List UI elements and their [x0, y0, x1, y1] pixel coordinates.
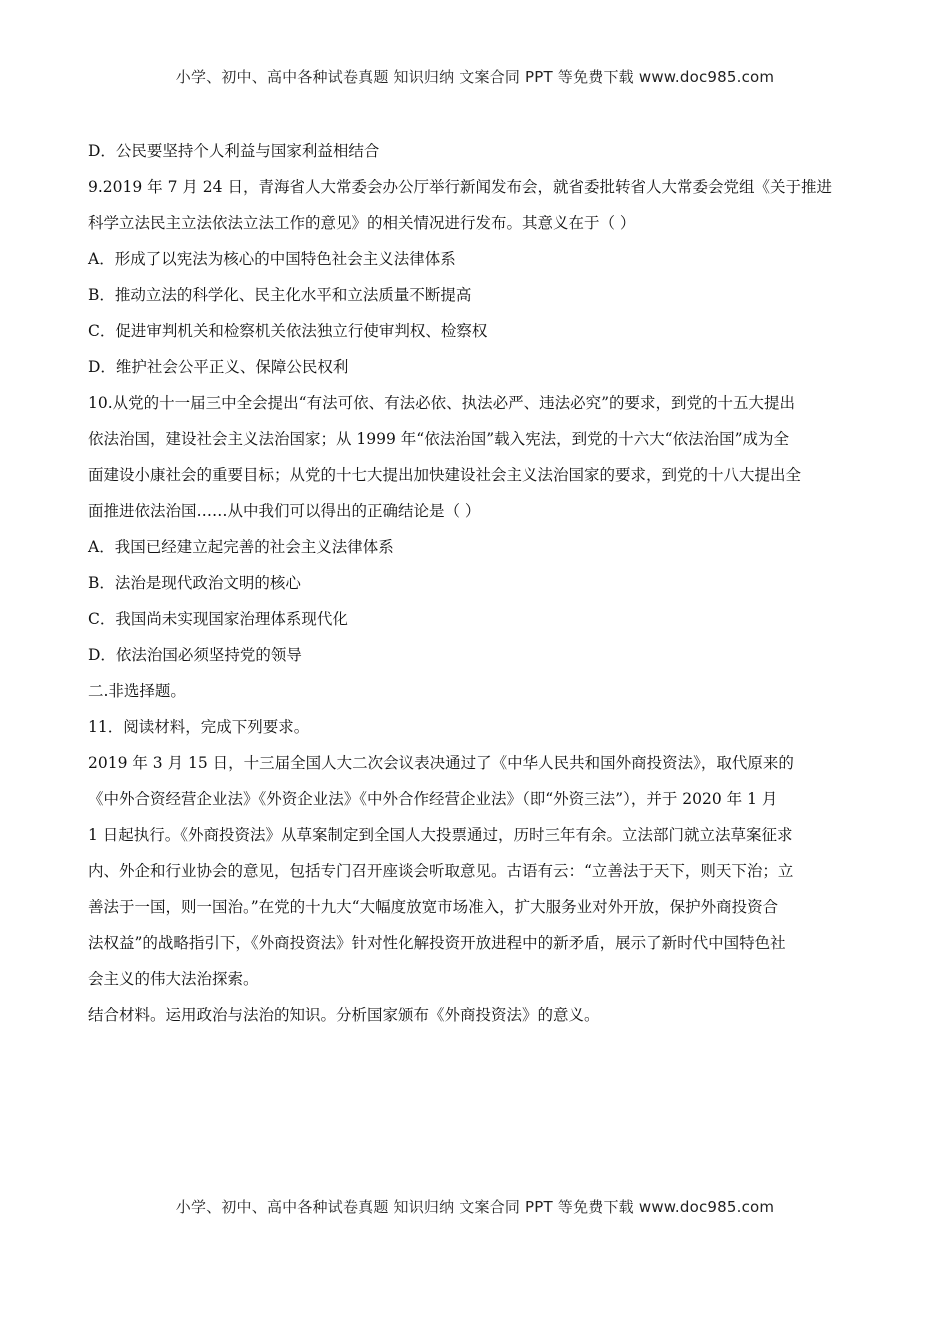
q10-stem-line-4: 面推进依法治国……从中我们可以得出的正确结论是（ ） — [88, 502, 481, 520]
q9-option-a: A．形成了以宪法为核心的中国特色社会主义法律体系 — [88, 250, 456, 268]
q11-material-line: 《中外合资经营企业法》《外资企业法》《中外合作经营企业法》（即“外资三法”），并于 2020 年 1 月 — [88, 790, 778, 808]
question-11 — [88, 709, 866, 1033]
q11-material-line: 2019 年 3 月 15 日，十三届全国人大二次会议表决通过了《中华人民共和国外商投资法》，取代原来的 — [88, 754, 794, 772]
q11-question: 结合材料。运用政治与法治的知识。分析国家颁布《外商投资法》的意义。 — [88, 1006, 600, 1024]
page-header: 小学、初中、高中各种试卷真题 知识归纳 文案合同 PPT 等免费下载 www.doc985.com — [175, 68, 775, 86]
question-10 — [88, 385, 866, 673]
q9-option-d: D．维护社会公平正义、保障公民权利 — [88, 358, 349, 376]
q11-title: 11．阅读材料，完成下列要求。 — [88, 718, 310, 736]
section-2-title: 二.非选择题。 — [88, 682, 186, 700]
document-body — [88, 133, 866, 1033]
question-9 — [88, 169, 866, 385]
q11-material-line: 会主义的伟大法治探索。 — [88, 970, 259, 988]
q10-stem-line-3: 面建设小康社会的重要目标；从党的十七大提出加快建设社会主义法治国家的要求，到党的十八大提出全 — [88, 466, 802, 484]
q10-option-c: C．我国尚未实现国家治理体系现代化 — [88, 610, 348, 628]
q10-stem-line-2: 依法治国，建设社会主义法治国家；从 1999 年“依法治国”载入宪法，到党的十六大“依法治国”成为全 — [88, 430, 789, 448]
q9-stem-line-2: 科学立法民主立法依法立法工作的意见》的相关情况进行发布。其意义在于（ ） — [88, 214, 636, 232]
q9-option-b: B．推动立法的科学化、民主化水平和立法质量不断提高 — [88, 286, 472, 304]
q11-material-line: 1 日起执行。《外商投资法》从草案制定到全国人大投票通过，历时三年有余。立法部门就立法草案征求 — [88, 826, 793, 844]
q10-option-b: B．法治是现代政治文明的核心 — [88, 574, 301, 592]
q10-option-d: D．依法治国必须坚持党的领导 — [88, 646, 302, 664]
q10-stem-line-1: 10.从党的十一届三中全会提出“有法可依、有法必依、执法必严、违法必究”的要求，到党的十五大提出 — [88, 394, 796, 412]
page-footer: 小学、初中、高中各种试卷真题 知识归纳 文案合同 PPT 等免费下载 www.doc985.com — [175, 1198, 775, 1216]
q9-option-c: C．促进审判机关和检察机关依法独立行使审判权、检察权 — [88, 322, 488, 340]
q11-material-line: 法权益”的战略指引下，《外商投资法》针对性化解投资开放进程中的新矛盾，展示了新时代中国特色社 — [88, 934, 786, 952]
q10-option-a: A．我国已经建立起完善的社会主义法律体系 — [88, 538, 394, 556]
q11-material-line: 内、外企和行业协会的意见，包括专门召开座谈会听取意见。古语有云：“立善法于天下，则天下治；立 — [88, 862, 794, 880]
q9-stem-line-1: 9.2019 年 7 月 24 日，青海省人大常委会办公厅举行新闻发布会，就省委批转省人大常委会党组《关于推进 — [88, 178, 832, 196]
q8-option-d: D．公民要坚持个人利益与国家利益相结合 — [88, 142, 380, 160]
q11-material-line: 善法于一国，则一国治。”在党的十九大“大幅度放宽市场准入，扩大服务业对外开放，保护外商投资合 — [88, 898, 779, 916]
